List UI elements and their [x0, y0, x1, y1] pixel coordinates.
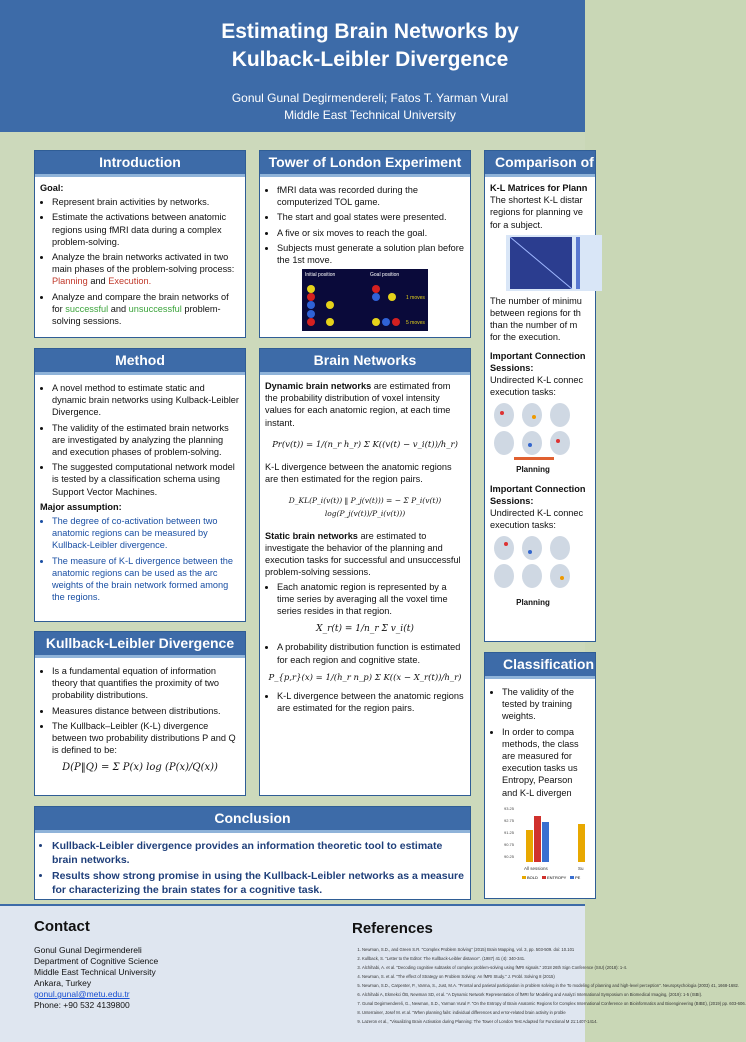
method-item: • A novel method to estimate static and dynamic brain networks using Kulback-Leibler Divergence.: [52, 382, 240, 419]
method-panel: [34, 348, 246, 622]
goal-label: Goal:: [40, 183, 64, 193]
bar-entropy: [534, 816, 541, 862]
intro-item-text: Analyze the brain networks activated in two main phases of the problem-solving process:: [52, 252, 235, 275]
conclusion-item: • Kullback-Leibler divergence provides an information theoretic tool to estimate brain networks.: [52, 840, 465, 867]
planning-caption-1: Planning: [516, 465, 550, 475]
kl-matrix-figure: [506, 235, 602, 291]
intro-item: [52, 291, 240, 328]
contact-line: Department of Cognitive Science: [34, 956, 159, 966]
classification-chart: [490, 802, 590, 882]
intro-item: • Estimate the activations between anatomic regions using fMRI data during a complex problem-solving.: [52, 211, 240, 248]
references-block: [352, 920, 746, 1028]
contact-line: Gonul Gunal Degirmendereli: [34, 945, 142, 955]
execution-word: Execution.: [108, 276, 152, 287]
networks-item: • K-L divergence between the anatomic regions are estimated for the region pairs.: [277, 690, 465, 714]
classification-item: • The validity of the tested by training weights.: [502, 686, 586, 723]
affiliation: Middle East Technical University: [284, 108, 456, 122]
poster-header: [0, 0, 585, 132]
classification-title: Classification: [485, 653, 595, 679]
contact-line: Ankara, Turkey: [34, 978, 92, 988]
static-bold: Static brain networks: [265, 530, 358, 541]
legend-entropy: ENTROPY: [547, 874, 567, 880]
title-line-2: Kulback-Leibler Divergence: [231, 48, 509, 71]
equation-1: Pr(v(t)) = 1/(n_r h_r) Σ K((v(t) − v_i(t))/h_r): [272, 439, 458, 450]
legend-pearson: PE: [575, 874, 581, 880]
conclusion-title: Conclusion: [35, 807, 470, 833]
important-heading-1: Important Connection Sessions:: [490, 350, 586, 373]
kld-item: • Is a fundamental equation of information theory that quantifies the proximity of two probability distributions.: [52, 665, 240, 702]
reference-item: 4. Newman, S. et al. "The effect of Strategy on Problem Solving: An fMRI Study." J. Probl. Solving 8 (2015): [362, 974, 592, 980]
kld-title: Kullback-Leibler Divergence: [35, 632, 245, 658]
static-text: are estimated to investigate the behavior of the planning and execution tasks for successful and unsuccessful problem-solving sessions.: [265, 530, 461, 578]
x-label: All sessions: [524, 865, 548, 871]
tol-title: Tower of London Experiment: [260, 151, 470, 177]
comparison-title: Comparison of: [485, 151, 595, 177]
method-title: Method: [35, 349, 245, 375]
contact-block: [34, 918, 158, 1011]
kl-heading: K-L Matrices for Plann: [490, 183, 588, 193]
kl-text: The shortest K-L distar regions for planning ve for a subject.: [490, 195, 583, 230]
tol-moves-2: 5 moves: [406, 320, 425, 327]
conclusion-item: • Results show strong promise in using the Kullback-Leibler networks as a measure for characterizing the brain states for a cognitive task.: [52, 870, 465, 897]
and-word: and: [110, 303, 127, 314]
contact-title: Contact: [34, 918, 90, 935]
y-tick-label: 90.75: [504, 841, 515, 847]
assumption-item: • The measure of K-L divergence between the anatomic regions can be used as the arc weights of the brain network formed among the regions.: [52, 555, 240, 604]
important-text-2: Undirected K-L connec execution tasks:: [490, 508, 584, 531]
legend-bold: BOLD: [527, 874, 538, 880]
bar-pearson: [542, 822, 549, 862]
y-tick-label: 92.75: [504, 817, 515, 823]
kld-equation: D(P‖Q) = Σ P(x) log (P(x)/Q(x)): [62, 762, 218, 774]
introduction-title: Introduction: [35, 151, 245, 177]
authors: Gonul Gunal Degirmendereli; Fatos T. Yarman Vural: [231, 91, 509, 105]
reference-item: 5. Newman, S.D., Carpenter, P., Varma, S., Just, M.A. "Frontal and parietal participation in problem solving in the To modeling of planning and high-level perception". Neuropsychologia (2003) 41, 1668-1682.: [362, 983, 592, 989]
poster-title: [180, 18, 560, 74]
tol-panel: [259, 150, 471, 338]
dynamic-bold: Dynamic brain networks: [265, 381, 372, 391]
bar-bold: [526, 830, 533, 862]
reference-item: 3. Alchihabi, A. et al. "Decoding cognitive subtasks of complex problem-solving using fMRI signals." 2018 26th Sign Conference (SIU) (2018): 1-4.: [362, 965, 592, 971]
reference-item: 1. Newman, S.D., and Green S.R. "Complex Problem Solving" (2015) Brain Mapping, vol. 3, pp. 503-509. doi: 10.101: [362, 947, 592, 953]
reference-item: 6. Alchihabi A, Ekmekci ÖB, Newman SD, et al. "A Dynamic Network Representation of fMRI for Modeling and Analyzi International Symposium on Biomedical Imaging, (2019): 1-5 (ISBI).: [362, 992, 592, 998]
intro-item: • Represent brain activities by networks.: [52, 196, 240, 208]
dynamic-text: are estimated from the probability distribution of voxel intensity values for each anatomic region, at each time instant.: [265, 381, 451, 428]
y-tick-label: 90.25: [504, 853, 515, 859]
tol-item: • A five or six moves to reach the goal.: [277, 227, 465, 239]
tol-goal-label: Goal position: [370, 272, 400, 279]
classification-item: • In order to compa methods, the class are measured for execution tasks us Entropy, Pearson and K-L divergen: [502, 726, 586, 799]
introduction-panel: [34, 150, 246, 338]
equation-4: P_{p,r}(x) = 1/(h_r n_p) Σ K((x − X_r(t))/h_r): [268, 672, 462, 683]
kl-region-text: K-L divergence between the anatomic regions are then estimated for the region pairs.: [265, 462, 452, 485]
assumption-item: • The degree of co-activation between two anatomic regions can be measured by Kullback-Leibler divergence.: [52, 515, 240, 552]
intro-tail: problem-solving sessions.: [52, 303, 221, 327]
planning-word: Planning: [52, 276, 88, 287]
tol-item: • fMRI data was recorded during the computerized TOL game.: [277, 184, 465, 208]
important-heading-2: Important Connection Sessions:: [490, 483, 586, 506]
unsuccessful-word: unsuccessful: [128, 303, 182, 314]
brain-networks-title: Brain Networks: [260, 349, 470, 375]
dynamic-paragraph: [265, 380, 465, 429]
x-label: Su: [578, 865, 584, 871]
planning-caption-2: Planning: [516, 598, 550, 608]
brain-network-figure-2: [490, 534, 586, 594]
tol-item: • Subjects must generate a solution plan before the 1st move.: [277, 242, 465, 266]
networks-item: • Each anatomic region is represented by a time series by averaging all the voxel time series resides in that region.: [277, 581, 465, 618]
kld-panel: [34, 631, 246, 796]
successful-word: successful: [65, 303, 109, 314]
tol-initial-label: Initial position: [305, 272, 336, 279]
reference-item: 8. Unterrainer, Josef M. et al. "When planning fails: individual differences and error-related brain activity in proble: [362, 1010, 592, 1016]
y-tick-label: 91.25: [504, 829, 515, 835]
brain-network-figure-1: [490, 401, 586, 461]
kld-item: • Measures distance between distributions.: [52, 705, 240, 717]
static-paragraph: [265, 530, 465, 579]
kld-item: • The Kullback–Leibler (K-L) divergence between two probability distributions P and Q is defined to be:: [52, 720, 240, 757]
authors-block: [180, 90, 560, 124]
method-item: • The validity of the estimated brain networks are investigated by analyzing the planning and execution phases of problem-solving.: [52, 422, 240, 459]
reference-item: 7. Gunal Degirmendereli, G., Newman, S.D., Yarman Vural F. "On the Entropy of Brain Anatomic Regions for Complex International Conference on Bioinformatics and Bioengineering (BIBE), (2019) pp. 603-606.: [362, 1001, 592, 1007]
intro-item-text: Analyze and compare the brain networks of for: [52, 291, 229, 314]
intro-item: [52, 251, 240, 288]
references-title: References: [352, 920, 433, 937]
contact-line: Middle East Technical University: [34, 967, 156, 977]
method-item: • The suggested computational network model is tested by a classification schema using Support Vector Machines.: [52, 461, 240, 498]
bar-bold: [578, 824, 585, 862]
brain-networks-panel: [259, 348, 471, 796]
classification-panel: [484, 652, 596, 899]
contact-phone: Phone: +90 532 4139800: [34, 1000, 130, 1010]
tol-figure: [302, 269, 428, 331]
reference-item: 2. Kullback, S. "Letter to the Editor: The Kullback-Leibler distance". (1987) 41 (4): 340-341.: [362, 956, 592, 962]
major-assumption-label: Major assumption:: [40, 501, 122, 512]
conclusion-panel: [34, 806, 471, 900]
y-tick-label: 93.25: [504, 805, 515, 811]
networks-item: • A probability distribution function is estimated for each region and cognitive state.: [277, 641, 465, 665]
reference-item: 9. Lazeron et al., "Visualizing Brain Activation during Planning: The Tower of London Test Adapted for Functional M 21:1407-1414.: [362, 1019, 592, 1025]
min-text: The number of minimu between regions for th than the number of m for the execution.: [490, 295, 582, 343]
tol-item: • The start and goal states were presented.: [277, 211, 465, 223]
equation-2: D_KL(P_i(v(t)) ‖ P_j(v(t))) = − Σ P_i(v(t)) log(P_j(v(t))/P_i(v(t))): [288, 496, 442, 518]
footer: [0, 904, 746, 1042]
contact-email-link[interactable]: gonul.gunal@metu.edu.tr: [34, 989, 130, 999]
comparison-panel: [484, 150, 596, 642]
and-word: and: [90, 276, 106, 287]
important-text-1: Undirected K-L connec execution tasks:: [490, 375, 584, 398]
equation-3: X_r(t) = 1/n_r Σ v_i(t): [316, 624, 414, 635]
tol-moves-1: 1 moves: [406, 295, 425, 302]
title-line-1: Estimating Brain Networks by: [221, 20, 519, 43]
